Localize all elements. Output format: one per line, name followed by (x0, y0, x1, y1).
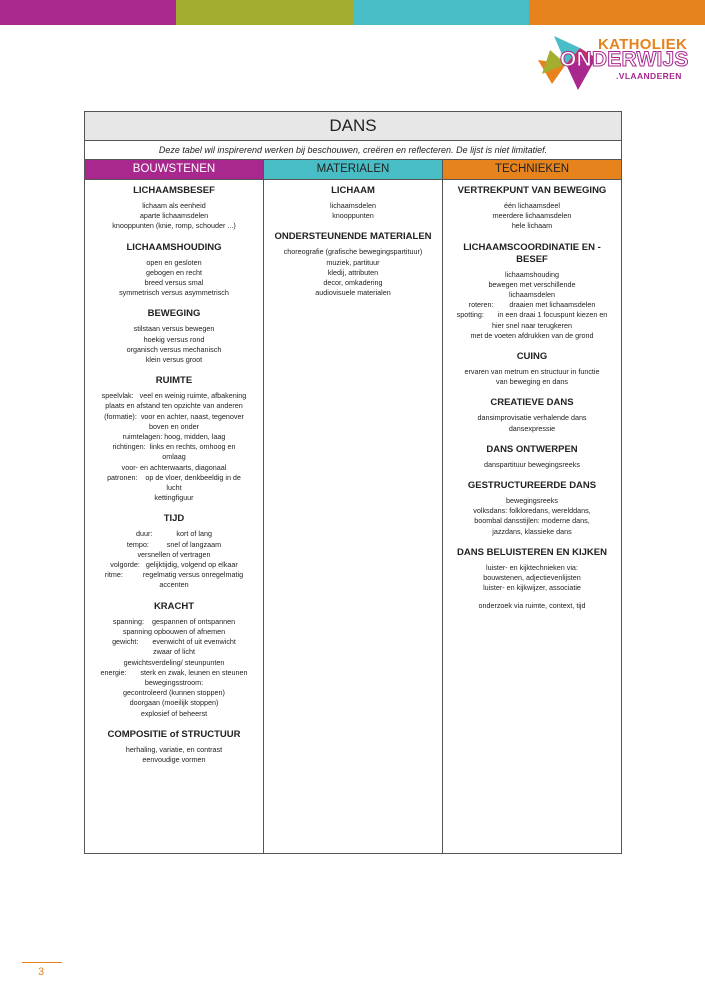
section-heading: KRACHT (153, 600, 195, 612)
section-line: plaats en afstand ten opzichte van anderen (105, 401, 243, 411)
table-intro: Deze tabel wil inspirerend werken bij beschouwen, creëren en reflecteren. De lijst is niet limitatief. (85, 141, 622, 160)
section-line: accenten (159, 580, 189, 590)
section-line: ervaren van metrum en structuur in functie (464, 367, 600, 377)
page-number-rule (22, 962, 62, 963)
section-line (447, 593, 617, 601)
section-line: bouwstenen, adjectievenlijsten (483, 573, 581, 583)
section-line: tempo: snel of langzaam (126, 539, 222, 549)
section-line: van beweging en dans (496, 377, 568, 387)
section-line: lichaamsdelen (509, 290, 555, 300)
section-line: knooppunten (332, 211, 374, 221)
section-heading: COMPOSITIE of STRUCTUUR (107, 728, 241, 740)
section-line: energie: sterk en zwak, leunen en steunen (100, 667, 248, 677)
section-line: luister- en kijkwijzer, associatie (483, 583, 581, 593)
section-line: dansimprovisatie verhalende dans (477, 413, 587, 423)
section-heading: ONDERSTEUNENDE MATERIALEN (274, 231, 432, 243)
section-line: met de voeten afdrukken van de grond (470, 330, 594, 340)
logo-line-3: .VLAANDEREN (616, 71, 682, 81)
top-bar-teal (353, 0, 529, 25)
section-line: richtingen: links en rechts, omhoog en (112, 442, 236, 452)
section-line: lichaam als eenheid (142, 201, 206, 210)
section-line: herhaling, variatie, en contrast (125, 744, 223, 754)
logo-line-2: ONDERWIJS (560, 48, 689, 71)
section-line: aparte lichaamsdelen (139, 211, 209, 221)
section-line: gewichtsverdeling/ steunpunten (123, 657, 225, 667)
section-heading: DANS ONTWERPEN (486, 443, 578, 455)
section-line: boven en onder (149, 421, 199, 431)
section-line: bewegingsreeks (506, 496, 558, 506)
section-line: voor- en achterwaarts, diagonaal (121, 462, 227, 472)
top-bar-orange (529, 0, 705, 25)
header-materialen: MATERIALEN (264, 160, 443, 180)
section-heading: TIJD (163, 513, 185, 525)
section-line: dansexpressie (508, 423, 556, 433)
section-heading: LICHAAM (331, 185, 375, 196)
section-line: explosief of beheerst (140, 708, 208, 718)
section-line: organisch versus mechanisch (126, 344, 222, 354)
section-line: open en gesloten (146, 257, 202, 267)
section-heading: DANS BELUISTEREN EN KIJKEN (457, 546, 607, 558)
section-line: hoekig versus rond (143, 334, 205, 344)
section-line: decor, omkadering (323, 278, 383, 288)
section-line: spanning: gespannen of ontspannen (112, 616, 236, 626)
section-line: gebogen en recht (146, 267, 202, 277)
top-bar-green (176, 0, 352, 25)
column-bouwstenen (85, 180, 264, 854)
section-heading: LICHAAMSHOUDING (126, 241, 222, 253)
section-line: hele lichaam (511, 221, 553, 231)
top-color-bar (0, 0, 705, 25)
section-line: boombal dansstijlen: moderne dans, (474, 516, 590, 526)
section-line: eenvoudige vormen (142, 754, 206, 764)
section-line: doorgaan (moeilijk stoppen) (129, 698, 219, 708)
dans-table (84, 111, 622, 854)
section-line: spanning opbouwen of afnemen (122, 626, 226, 636)
section-line: knooppunten (knie, romp, schouder ...) (112, 221, 236, 231)
section-line: ritme: regelmatig versus onregelmatig (104, 570, 244, 580)
section-line: spotting: in een draai 1 focuspunt kiezen en (456, 310, 608, 320)
section-line: kledij, attributen (327, 267, 379, 277)
section-heading: LICHAAMSBESEF (133, 185, 215, 196)
section-line: zwaar of licht (153, 647, 195, 657)
section-line: volgorde: gelijktijdig, volgend op elkaar (110, 560, 238, 570)
section-heading: CREATIEVE DANS (490, 397, 574, 409)
logo-line-1: KATHOLIEK (598, 36, 688, 53)
section-line: audiovisuele materialen (315, 288, 391, 298)
section-line: één lichaamsdeel (504, 201, 560, 210)
section-heading: LICHAAMSCOORDINATIE EN - BESEF (463, 241, 601, 265)
header-bouwstenen: BOUWSTENEN (85, 160, 264, 180)
section-heading: BEWEGING (147, 308, 201, 320)
section-heading: CUING (516, 351, 548, 363)
section-line: ruimtelagen: hoog, midden, laag (122, 432, 226, 442)
section-line: gecontroleerd (kunnen stoppen) (123, 688, 225, 698)
section-line: danspartituur bewegingsreeks (484, 459, 580, 469)
section-line: gewicht: evenwicht of uit evenwicht (112, 637, 236, 647)
section-line: hier snel naar terugkeren (492, 320, 572, 330)
section-line: meerdere lichaamsdelen (492, 211, 572, 221)
table-title: DANS (85, 112, 622, 141)
header-technieken: TECHNIEKEN (443, 160, 622, 180)
section-line: patronen: op de vloer, denkbeeldig in de (107, 472, 241, 482)
section-heading: VERTREKPUNT VAN BEWEGING (457, 185, 607, 196)
top-bar-purple (0, 0, 176, 25)
section-heading: GESTRUCTUREERDE DANS (467, 480, 597, 492)
section-line: klein versus groot (145, 355, 203, 365)
section-line: bewegingsstroom: (144, 677, 204, 687)
section-line: lucht (166, 483, 182, 493)
section-heading: RUIMTE (155, 375, 193, 387)
column-materialen (264, 180, 443, 854)
section-line: omlaag (162, 452, 186, 462)
section-line: symmetrisch versus asymmetrisch (119, 288, 229, 298)
page-number: 3 (38, 966, 45, 978)
section-line: muziek, partituur (326, 257, 380, 267)
section-line: bewegen met verschillende (488, 279, 576, 289)
section-line: lichaamsdelen (330, 201, 376, 210)
section-line: volksdans: folkloredans, werelddans, (473, 506, 591, 516)
section-line: roteren: draaien met lichaamsdelen (468, 300, 596, 310)
section-line: versnellen of vertragen (137, 549, 211, 559)
column-technieken (443, 180, 622, 854)
section-line: speelvlak: veel en weinig ruimte, afbakening (101, 391, 247, 401)
section-line: (formatie): voor en achter, naast, tegenover (104, 411, 244, 421)
section-line: breed versus smal (144, 278, 204, 288)
section-line: duur: kort of lang (136, 529, 212, 539)
katholiek-onderwijs-logo (536, 34, 689, 94)
section-line: luister- en kijktechnieken via: (486, 562, 578, 572)
section-line: jazzdans, klassieke dans (492, 526, 572, 536)
section-line: lichaamshouding (505, 269, 559, 279)
section-line: choreografie (grafische bewegingspartituur) (283, 247, 423, 257)
section-line: onderzoek via ruimte, context, tijd (478, 601, 586, 611)
section-line: kettingfiguur (154, 493, 194, 503)
section-line: stilstaan versus bewegen (133, 324, 215, 334)
